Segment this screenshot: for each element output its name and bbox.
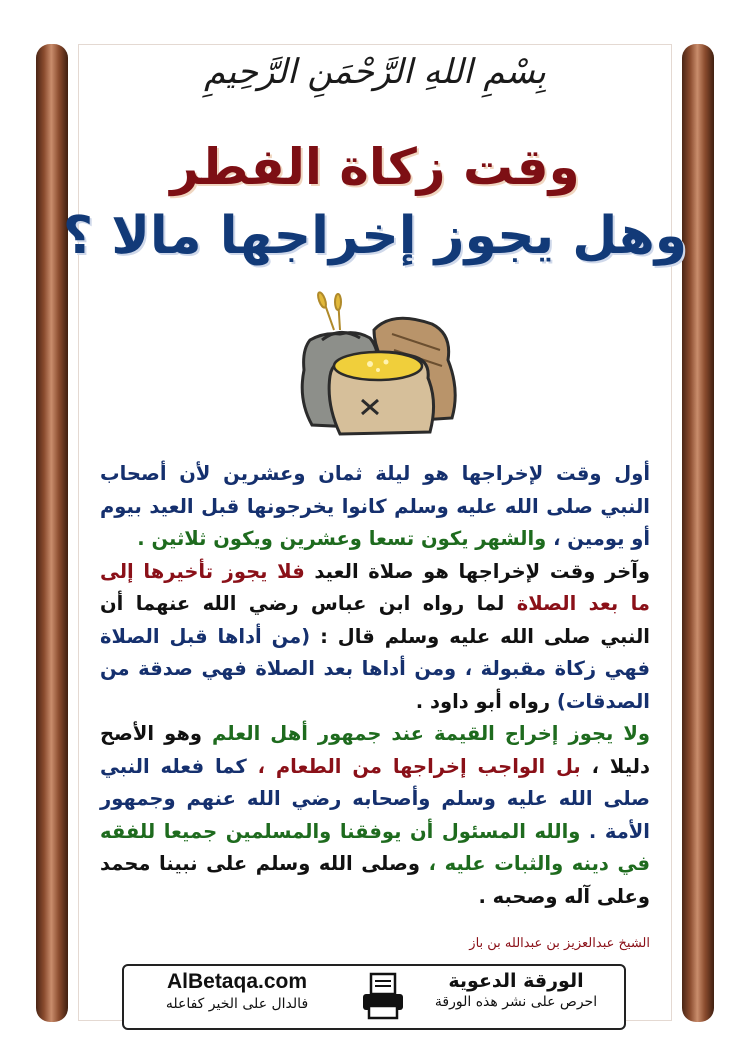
text-span: وصلى الله وسلم على نبينا محمد وعلى آله وصحبه . — [100, 852, 650, 908]
page-title: وقت زكاة الفطر — [170, 138, 580, 196]
paragraph-3 — [100, 718, 650, 913]
site-link[interactable]: AlBetaqa.com — [166, 970, 308, 993]
brand-block — [416, 970, 616, 1010]
printer-icon[interactable] — [360, 972, 406, 1020]
text-span: وآخر وقت لإخراجها هو صلاة العيد — [304, 559, 650, 583]
site-block — [132, 970, 342, 1012]
text-span: وهو الأصح دليلا ، — [100, 722, 650, 778]
text-span: بل الواجب إخراجها من الطعام ، — [257, 754, 581, 778]
text-span: فلا يجوز تأخيرها إلى ما بعد الصلاة — [100, 559, 650, 615]
text-span: ولا يجوز إخراج القيمة عند جمهور أهل العلم — [212, 722, 650, 745]
page-subtitle: وهل يجوز إخراجها مالا ؟ — [62, 206, 688, 266]
text-span: رواه أبو داود . — [415, 689, 557, 713]
paragraph-2 — [100, 556, 650, 719]
site-tagline: فالدال على الخير كفاعله — [165, 996, 309, 1012]
author-credit: الشيخ عبدالعزيز بن عبدالله بن باز — [469, 936, 650, 951]
text-span: كما فعله النبي صلى الله عليه وسلم وأصحابه رضي الله عنهم وجمهور الأمة . — [100, 754, 650, 843]
brand-subtitle: احرص على نشر هذه الورقة — [434, 994, 598, 1010]
hadith-quote: (من أداها قبل الصلاة فهي زكاة مقبولة ، ومن أداها بعد الصلاة فهي صدقة من الصدقات) — [100, 624, 650, 713]
grain-sacks-illustration — [282, 290, 472, 440]
brand-title: الورقة الدعوية — [448, 970, 584, 992]
text-span: والله المسئول أن يوفقنا والمسلمين جميعا للفقه في دينه والثبات عليه ، — [100, 819, 650, 875]
paragraph-1 — [100, 458, 650, 556]
footer-banner — [122, 964, 626, 1030]
article-body — [100, 458, 650, 913]
text-span: لما رواه ابن عباس رضي الله عنهما أن النبي صلى الله عليه وسلم قال : — [100, 592, 650, 648]
text-span: والشهر يكون تسعا وعشرين ويكون ثلاثين . — [137, 527, 554, 550]
basmala-calligraphy: بِسْمِ اللهِ الرَّحْمَنِ الرَّحِيمِ — [204, 52, 546, 92]
wheat-icon — [316, 291, 341, 330]
text-span: أول وقت لإخراجها هو ليلة ثمان وعشرين لأن أصحاب النبي صلى الله عليه وسلم كانوا يخرجونها قبل العيد بيوم أو يومين ، — [100, 462, 650, 550]
